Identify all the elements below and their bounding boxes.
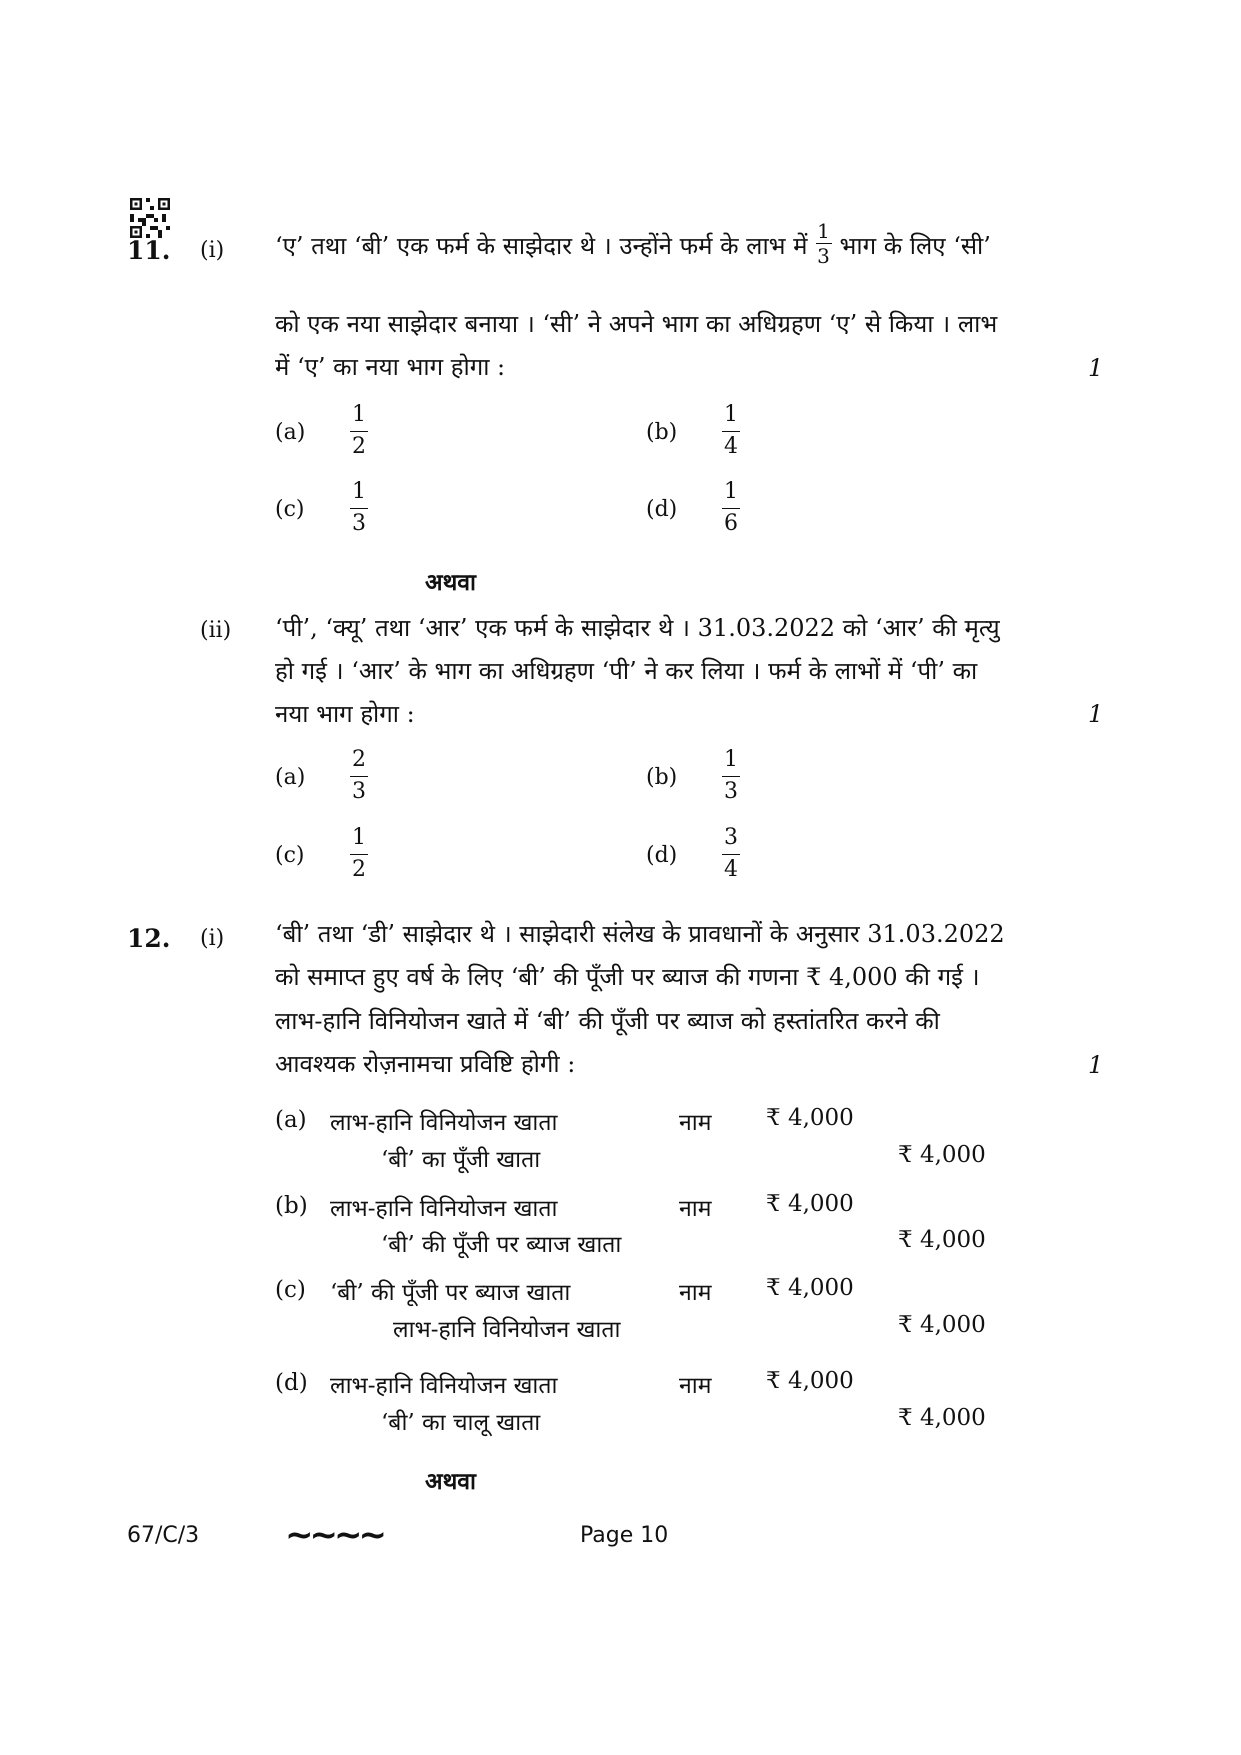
question-text-line: नया भाग होगा : [275, 700, 415, 728]
option-label: (d) [275, 1370, 308, 1396]
debit-account: लाभ-हानि विनियोजन खाता [330, 1373, 558, 1399]
option-fraction: 2 3 [352, 747, 366, 804]
credit-account: ‘बी’ का पूँजी खाता [381, 1147, 541, 1173]
dr-label: नाम [679, 1110, 712, 1136]
part-numeral: (i) [200, 238, 225, 263]
option-label: (c) [275, 497, 305, 522]
option-label: (c) [275, 843, 305, 868]
debit-account: लाभ-हानि विनियोजन खाता [330, 1110, 558, 1136]
part-numeral: (ii) [200, 618, 232, 643]
page-number: Page 10 [580, 1523, 669, 1548]
option-label: (a) [275, 1107, 307, 1133]
or-separator: अथवा [425, 569, 477, 596]
dr-label: नाम [679, 1196, 712, 1222]
option-fraction: 1 4 [724, 402, 738, 459]
option-fraction: 1 2 [352, 402, 366, 459]
marks: 1 [1088, 1051, 1104, 1079]
question-text-line: आवश्यक रोज़नामचा प्रविष्टि होगी : [275, 1050, 576, 1078]
question-text-line: को समाप्त हुए वर्ष के लिए ‘बी’ की पूँजी पर ब्याज की गणना ₹ 4,000 की गई । [275, 963, 980, 991]
qr-code-icon [130, 198, 170, 238]
credit-amount: ₹ 4,000 [898, 1405, 986, 1431]
option-label: (b) [275, 1193, 308, 1219]
option-fraction: 3 4 [724, 825, 738, 882]
debit-account: ‘बी’ की पूँजी पर ब्याज खाता [330, 1280, 571, 1306]
option-label: (d) [646, 497, 678, 522]
question-text-line: हो गई । ‘आर’ के भाग का अधिग्रहण ‘पी’ ने कर लिया । फर्म के लाभों में ‘पी’ का [275, 657, 978, 685]
credit-account: ‘बी’ का चालू खाता [381, 1410, 541, 1436]
inline-fraction: $\frac{1}{3}$ [817, 219, 830, 268]
credit-amount: ₹ 4,000 [898, 1142, 986, 1168]
credit-account: लाभ-हानि विनियोजन खाता [393, 1317, 621, 1343]
dr-label: नाम [679, 1280, 712, 1306]
paper-code: 67/C/3 [127, 1523, 200, 1548]
or-separator: अथवा [425, 1468, 477, 1495]
marks: 1 [1088, 700, 1104, 728]
dr-label: नाम [679, 1373, 712, 1399]
option-label: (a) [275, 420, 306, 445]
option-fraction: 1 3 [352, 479, 366, 536]
question-text: ‘ए’ तथा ‘बी’ एक फर्म के साझेदार थे । उन्होंने फर्म के लाभ में $\frac{1}{3}$ भाग के लिए ‘सी’ [275, 219, 991, 268]
option-fraction: 1 3 [724, 747, 738, 804]
debit-amount: ₹ 4,000 [766, 1275, 854, 1301]
option-label: (b) [646, 765, 678, 790]
option-label: (d) [646, 843, 678, 868]
debit-amount: ₹ 4,000 [766, 1191, 854, 1217]
debit-account: लाभ-हानि विनियोजन खाता [330, 1196, 558, 1222]
debit-amount: ₹ 4,000 [766, 1368, 854, 1394]
question-text-line: को एक नया साझेदार बनाया । ‘सी’ ने अपने भाग का अधिग्रहण ‘ए’ से किया । लाभ [275, 310, 998, 338]
question-number: 11. [127, 236, 171, 265]
credit-account: ‘बी’ की पूँजी पर ब्याज खाता [381, 1232, 622, 1258]
debit-amount: ₹ 4,000 [766, 1105, 854, 1131]
option-label: (b) [646, 420, 678, 445]
option-fraction: 1 2 [352, 825, 366, 882]
question-text-line: में ‘ए’ का नया भाग होगा : [275, 353, 506, 381]
marks: 1 [1088, 354, 1104, 382]
footer-ornament: ~~~~ [285, 1515, 383, 1555]
question-text-line: ‘पी’, ‘क्यू’ तथा ‘आर’ एक फर्म के साझेदार थे । 31.03.2022 को ‘आर’ की मृत्यु [275, 614, 1000, 642]
option-label: (c) [275, 1277, 306, 1303]
credit-amount: ₹ 4,000 [898, 1312, 986, 1338]
part-numeral: (i) [200, 926, 225, 951]
credit-amount: ₹ 4,000 [898, 1227, 986, 1253]
question-text-line: लाभ-हानि विनियोजन खाते में ‘बी’ की पूँजी पर ब्याज को हस्तांतरित करने की [275, 1007, 940, 1035]
question-text-line: ‘बी’ तथा ‘डी’ साझेदार थे । साझेदारी संलेख के प्रावधानों के अनुसार 31.03.2022 [275, 920, 1005, 948]
option-fraction: 1 6 [724, 479, 738, 536]
option-label: (a) [275, 765, 306, 790]
question-number: 12. [127, 924, 171, 953]
